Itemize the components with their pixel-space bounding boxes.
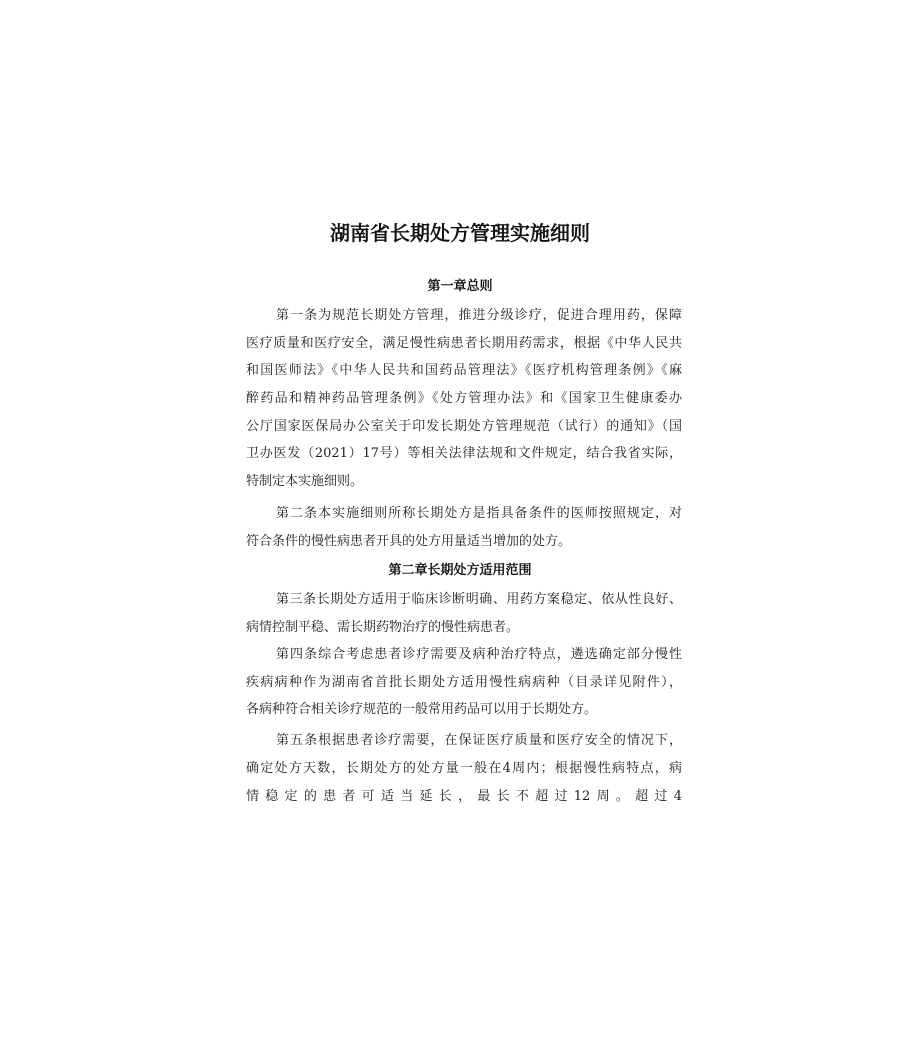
article-1-line: 和国医师法》《中华人民共和国药品管理法》《医疗机构管理条例》《麻	[246, 363, 682, 378]
article-5-line: 第五条根据患者诊疗需要，在保证医疗质量和医疗安全的情况下，	[276, 733, 682, 748]
article-5-line: 情稳定的患者可适当延长，最长不超过12周。超过4	[246, 789, 682, 804]
article-1-line: 第一条为规范长期处方管理，推进分级诊疗，促进合理用药，保障	[276, 308, 682, 323]
chapter-heading-1: 第一章总则	[427, 279, 493, 294]
document-title: 湖南省长期处方管理实施细则	[330, 221, 590, 245]
article-1-line: 医疗质量和医疗安全，满足慢性病患者长期用药需求，根据《中华人民共	[246, 336, 682, 351]
article-1-line: 卫办医发（2021）17号）等相关法律法规和文件规定，结合我省实际，	[246, 446, 682, 461]
article-4-line: 疾病病种作为湖南省首批长期处方适用慢性病病种（目录详见附件），	[246, 675, 682, 690]
article-1-line: 醉药品和精神药品管理条例》《处方管理办法》和《国家卫生健康委办	[246, 391, 682, 406]
article-1-line: 特制定本实施细则。	[246, 474, 364, 489]
article-1-line: 公厅国家医保局办公室关于印发长期处方管理规范（试行）的通知》（国	[246, 419, 682, 434]
chapter-heading-2: 第二章长期处方适用范围	[388, 563, 532, 578]
article-3-line: 第三条长期处方适用于临床诊断明确、用药方案稳定、依从性良好、	[276, 592, 682, 607]
article-2-line: 第二条本实施细则所称长期处方是指具备条件的医师按照规定，对	[276, 506, 682, 521]
article-4-line: 第四条综合考虑患者诊疗需要及病种治疗特点，遴选确定部分慢性	[276, 647, 682, 662]
article-4-line: 各病种符合相关诊疗规范的一般常用药品可以用于长期处方。	[246, 702, 598, 717]
article-3-line: 病情控制平稳、需长期药物治疗的慢性病患者。	[246, 620, 520, 635]
article-5-line: 确定处方天数，长期处方的处方量一般在4周内；根据慢性病特点，病	[246, 761, 682, 776]
article-2-line: 符合条件的慢性病患者开具的处方用量适当增加的处方。	[246, 534, 572, 549]
